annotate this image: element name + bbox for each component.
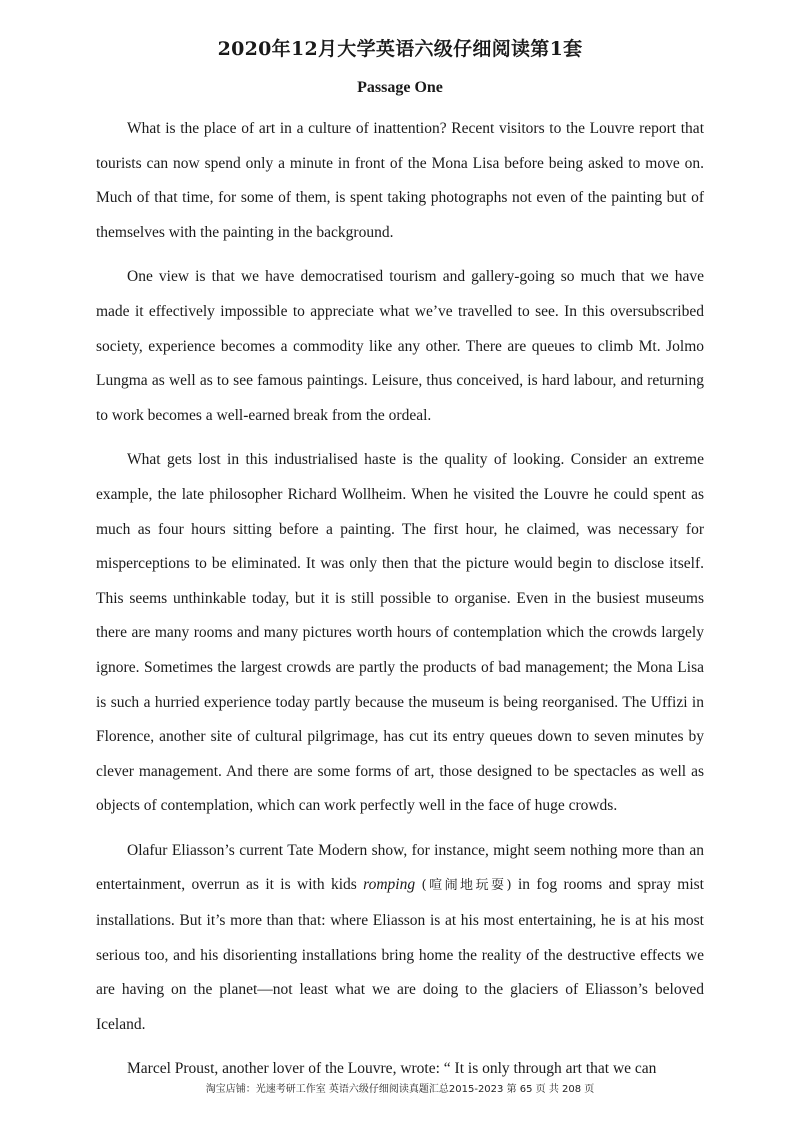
vocabulary-word: romping	[363, 876, 416, 894]
paragraph-3: What gets lost in this industrialised haste is the quality of looking. Consider an extreme example, the late philosopher Richard Wollheim. When he visited the Louvre he could spent as much as four hours sitting before a painting. The first hour, he claimed, was necessary for misperceptions to be eliminated. It was only then that the picture would begin to disclose itself. This seems unthinkable today, but it is still possible to organise. Even in the busiest museums there are many rooms and many pictures worth hours of contemplation which the crowds largely ignore. Sometimes the largest crowds are partly the products of bad management; the Mona Lisa is such a hurried experience today partly because the museum is being reorganised. The Uffizi in Florence, another site of cultural pilgrimage, has cut its entry queues down to seven minutes by clever management. And there are some forms of art, those designed to be spectacles as well as objects of contemplation, which can work perfectly well in the face of huge crowds.	[96, 451, 704, 815]
paragraph-1: What is the place of art in a culture of inattention? Recent visitors to the Louvre report that tourists can now spend only a minute in front of the Mona Lisa before being asked to move on. Much of that time, for some of them, is spent taking photographs not even of the painting but of themselves with the painting in the background.	[96, 120, 704, 241]
paragraph-4-text-after: in fog rooms and spray mist installations. But it’s more than that: where Eliasson is at his most entertaining, he is at his most serious too, and his disorienting installations bring home the reality of the destructive effects we are having on the planet—not least what we are doing to the glaciers of Eliasson’s beloved Iceland.	[96, 876, 704, 1033]
passage-title: Passage One	[357, 79, 443, 96]
document-title: 2020年12月大学英语六级仔细阅读第1套	[217, 38, 583, 60]
passage-body	[96, 112, 704, 1097]
vocabulary-gloss: (喧闹地玩耍)	[421, 878, 512, 894]
page-footer: 淘宝店铺：光速考研工作室 英语六级仔细阅读真题汇总2015-2023 第 65 页 共 208 页	[205, 1084, 595, 1095]
paragraph-4-text-before: Olafur Eliasson’s current Tate Modern show, for instance, might seem nothing more than an entertainment, overrun as it is with kids	[96, 841, 704, 894]
paragraph-4	[96, 834, 704, 1043]
paragraph-2: One view is that we have democratised tourism and gallery-going so much that we have made it effectively impossible to appreciate what we’ve travelled to see. In this oversubscribed society, experience becomes a commodity like any other. There are queues to climb Mt. Jolmo Lungma as well as to see famous paintings. Leisure, thus conceived, is hard labour, and returning to work becomes a well-earned break from the ordeal.	[96, 268, 704, 424]
paragraph-5: Marcel Proust, another lover of the Louvre, wrote: “ It is only through art that we can	[127, 1060, 657, 1078]
